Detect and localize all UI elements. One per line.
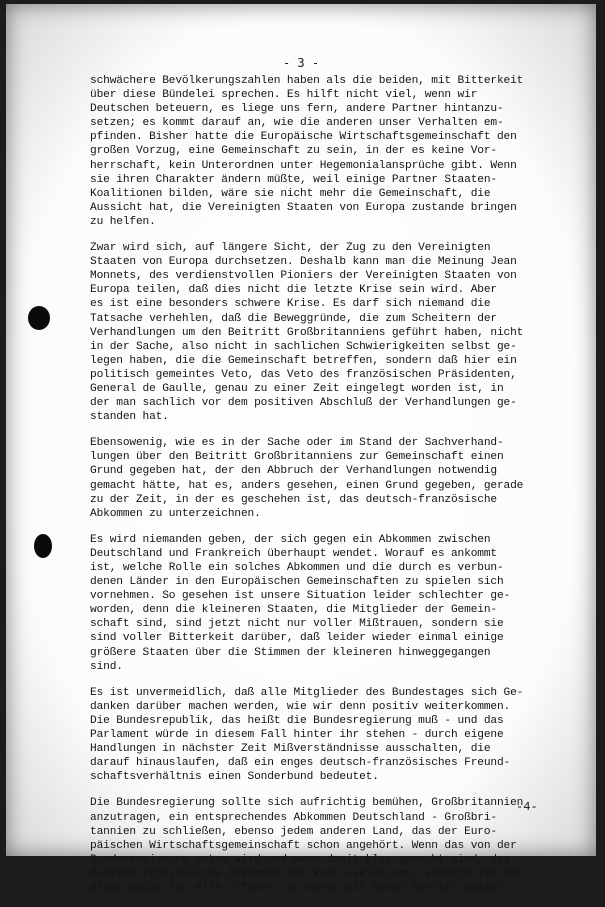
typed-body-text <box>90 74 582 907</box>
punch-hole-top <box>28 306 50 330</box>
text-line: deutsch-französische Abkommen ist kein exklusives, sondern ein auf <box>90 867 524 880</box>
text-line: Abkommen zu unterzeichnen. <box>90 507 261 520</box>
paragraph <box>90 533 582 674</box>
text-line: Es wird niemanden geben, der sich gegen ein Abkommen zwischen <box>90 533 491 546</box>
paragraph <box>90 796 582 895</box>
text-line: vornehmen. So gesehen ist unsere Situation leider schlechter ge- <box>90 590 511 603</box>
page-number: - 3 - <box>282 56 320 70</box>
text-line: politisch gemeintes Veto, das Veto des französischen Präsidenten, <box>90 368 517 381</box>
text-line: Es ist unvermeidlich, daß alle Mitglieder des Bundestages sich Ge- <box>90 686 524 699</box>
text-line: Deutschland und Frankreich überhaupt wendet. Worauf es ankommt <box>90 547 497 560</box>
text-line: darauf hinauslaufen, daß ein enges deutsch-französisches Freund- <box>90 757 511 770</box>
text-line: schwächere Bevölkerungszahlen haben als die beiden, mit Bitterkeit <box>90 75 524 87</box>
text-line: Staaten von Europa durchsetzen. Deshalb kann man die Meinung Jean <box>90 256 517 269</box>
text-line: anzutragen, ein entsprechendes Abkommen Deutschland - Großbri- <box>90 811 497 824</box>
text-line: ist, welche Rolle ein solches Abkommen und die durch es verbun- <box>90 562 504 574</box>
text-line: worden, denn die kleineren Staaten, die Mitglieder der Gemein- <box>90 604 497 617</box>
text-line: Europa teilen, daß dies nicht die letzte Krise sein wird. Aber <box>90 284 497 297</box>
paragraph <box>90 74 582 229</box>
text-line: setzen; es kommt darauf an, wie die anderen unser Verhalten em- <box>90 117 504 130</box>
text-line: Ebensowenig, wie es in der Sache oder im Stand der Sachverhand- <box>90 437 504 450</box>
text-line: Zwar wird sich, auf längere Sicht, der Zug zu den Vereinigten <box>90 242 491 255</box>
text-line: denen Länder in den Europäischen Gemeinschaften zu spielen sich <box>90 576 504 589</box>
text-line: Die Bundesregierung sollte sich aufrichtig bemühen, Großbritannien <box>90 797 524 810</box>
punch-hole-bottom <box>34 534 52 558</box>
text-line: pfinden. Bisher hatte die Europäische Wirtschaftsgemeinschaft den <box>90 131 517 144</box>
text-line: Deutschen beteuern, es liege uns fern, andere Partner hintanzu- <box>90 103 504 116</box>
text-line: es ist eine besonders schwere Krise. Es darf sich niemand die <box>90 298 491 311</box>
text-line: Die Bundesrepublik, das heißt die Bundesregierung muß - und das <box>90 714 504 727</box>
document-page <box>6 4 596 894</box>
text-line: Monnets, des verdienstvollen Pioniers der Vereinigten Staaten von <box>90 270 517 283</box>
text-line: der man sachlich vor dem positiven Abschluß der Verhandlungen ge- <box>90 397 517 410</box>
text-line: größere Staaten über die Stimmen der kleineren hinweggegangen <box>90 646 491 659</box>
text-line: Bundesregierung getan wird und wenn damit klar gemacht wird, das <box>90 853 511 866</box>
text-line: großen Vorzug, eine Gemeinschaft zu sein, in der es keine Vor- <box>90 145 497 158</box>
text-line: über diese Bündelei sprechen. Es hilft nicht viel, wenn wir <box>90 89 478 102</box>
text-line: Koalitionen bilden, wäre sie nicht mehr die Gemeinschaft, die <box>90 187 491 200</box>
text-line: gemacht hätte, hat es, anders gesehen, einen Grund gegeben, gerade <box>90 479 524 492</box>
text-line: zu der Zeit, in der es geschehen ist, das deutsch-französische <box>90 493 497 506</box>
text-line: schaft sind, sind jetzt nicht nur voller Mißtrauen, sondern sie <box>90 618 504 631</box>
text-line: sie ihren Charakter ändern müßte, weil einige Partner Staaten- <box>90 173 497 186</box>
paragraph <box>90 686 582 785</box>
text-line: standen hat. <box>90 411 169 424</box>
text-line: Aussicht hat, die Vereinigten Staaten von Europa zustande bringen <box>90 201 517 214</box>
paragraph <box>90 436 582 521</box>
next-page-marker: -4- <box>516 800 538 814</box>
text-line: zu helfen. <box>90 215 156 228</box>
text-line: sind voller Bitterkeit darüber, daß leider wieder einmal einige <box>90 632 504 645</box>
text-line: Verhandlungen um den Beitritt Großbritanniens geführt haben, nicht <box>90 326 524 339</box>
text-line: Parlament würde in diesem Fall hinter ihr stehen - durch eigene <box>90 729 504 742</box>
text-line: tannien zu schließen, ebenso jedem anderen Land, das der Euro- <box>90 825 497 838</box>
text-line: lungen über den Beitritt Großbritanniens zur Gemeinschaft einen <box>90 451 504 464</box>
text-line: Handlungen in nächster Zeit Mißverständnisse ausschalten, die <box>90 743 491 756</box>
text-line: sind. <box>90 660 123 673</box>
text-line: diese Weise für alle offenes, so wären wir einen Schritt weiter. <box>90 881 511 894</box>
text-line: in der Sache, also nicht in sachlichen Schwierigkeiten selbst ge- <box>90 340 517 353</box>
text-line: General de Gaulle, genau zu einer Zeit eingelegt worden ist, in <box>90 382 504 395</box>
text-line: danken darüber machen werden, wie wir denn positiv weiterkommen. <box>90 700 511 713</box>
paragraph <box>90 241 582 424</box>
text-line: Tatsache verhehlen, daß die Beweggründe, die zum Scheitern der <box>90 312 497 325</box>
text-line: schaftsverhältnis einen Sonderbund bedeutet. <box>90 771 379 784</box>
text-line: päischen Wirtschaftsgemeinschaft schon angehört. Wenn das von der <box>90 839 517 852</box>
text-line: herrschaft, kein Unterordnen unter Hegemonialansprüche gibt. Wenn <box>90 159 517 172</box>
text-line: legen haben, die die Gemeinschaft betreffen, sondern daß hier ein <box>90 354 517 367</box>
text-line: Grund gegeben hat, der den Abbruch der Verhandlungen notwendig <box>90 465 497 478</box>
